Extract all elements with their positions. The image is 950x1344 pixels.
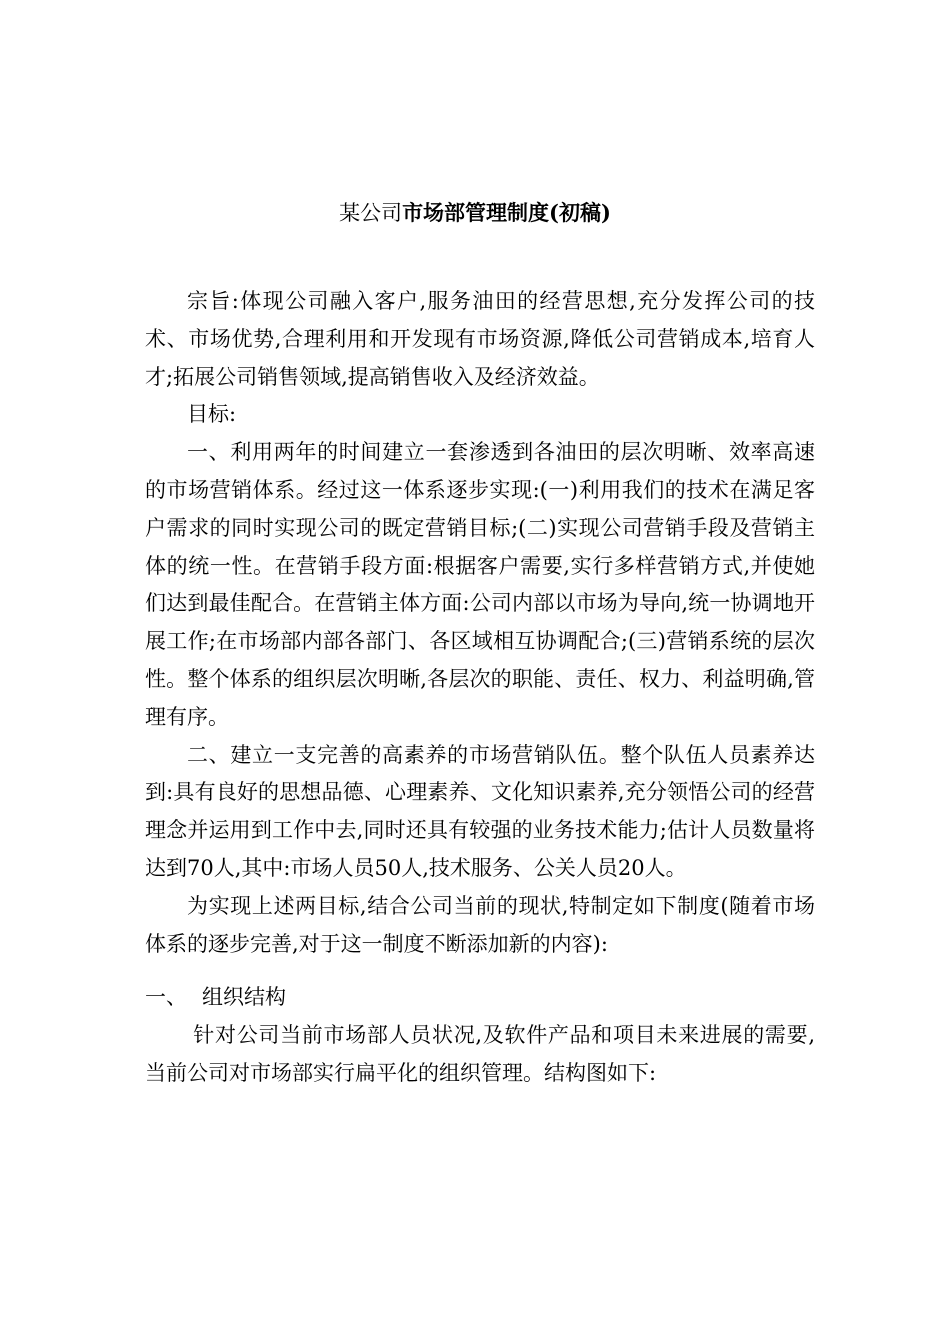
section-one-number: 一、 bbox=[145, 985, 187, 1010]
purpose-paragraph: 宗旨:体现公司融入客户,服务油田的经营思想,充分发挥公司的技术、市场优势,合理利用和开发现有市场资源,降低公司营销成本,培育人才;拓展公司销售领域,提高销售收入及经济效益。 bbox=[145, 289, 815, 389]
title-prefix: 某公司 bbox=[339, 201, 403, 225]
system-intro-paragraph: 为实现上述两目标,结合公司当前的现状,特制定如下制度(随着市场体系的逐步完善,对于这一制度不断添加新的内容): bbox=[145, 893, 815, 956]
section-one-title: 组织结构 bbox=[202, 985, 286, 1010]
document-title bbox=[0, 198, 950, 228]
title-main: 市场部管理制度(初稿) bbox=[402, 200, 611, 225]
goal-two-paragraph: 二、建立一支完善的高素养的市场营销队伍。整个队伍人员素养达到:具有良好的思想品德、心理素养、文化知识素养,充分领悟公司的经营理念并运用到工作中去,同时还具有较强的业务技术能力;估计人员数量将达到70人,其中:市场人员50人,技术服务、公关人员20人。 bbox=[145, 742, 815, 880]
section-one-paragraph: 针对公司当前市场部人员状况,及软件产品和项目未来进展的需要,当前公司对市场部实行扁平化的组织管理。结构图如下: bbox=[145, 1023, 815, 1085]
section-one-heading bbox=[145, 979, 815, 1017]
goals-label: 目标: bbox=[187, 402, 237, 427]
document-body bbox=[145, 283, 815, 1093]
goal-one-paragraph: 一、利用两年的时间建立一套渗透到各油田的层次明晰、效率高速的市场营销体系。经过这一体系逐步实现:(一)利用我们的技术在满足客户需求的同时实现公司的既定营销目标;(二)实现公司营销手段及营销主体的统一性。在营销手段方面:根据客户需要,实行多样营销方式,并使她们达到最佳配合。在营销主体方面:公司内部以市场为导向,统一协调地开展工作;在市场部内部各部门、各区域相互协调配合;(三)营销系统的层次性。整个体系的组织层次明晰,各层次的职能、责任、权力、利益明确,管理有序。 bbox=[145, 440, 815, 729]
